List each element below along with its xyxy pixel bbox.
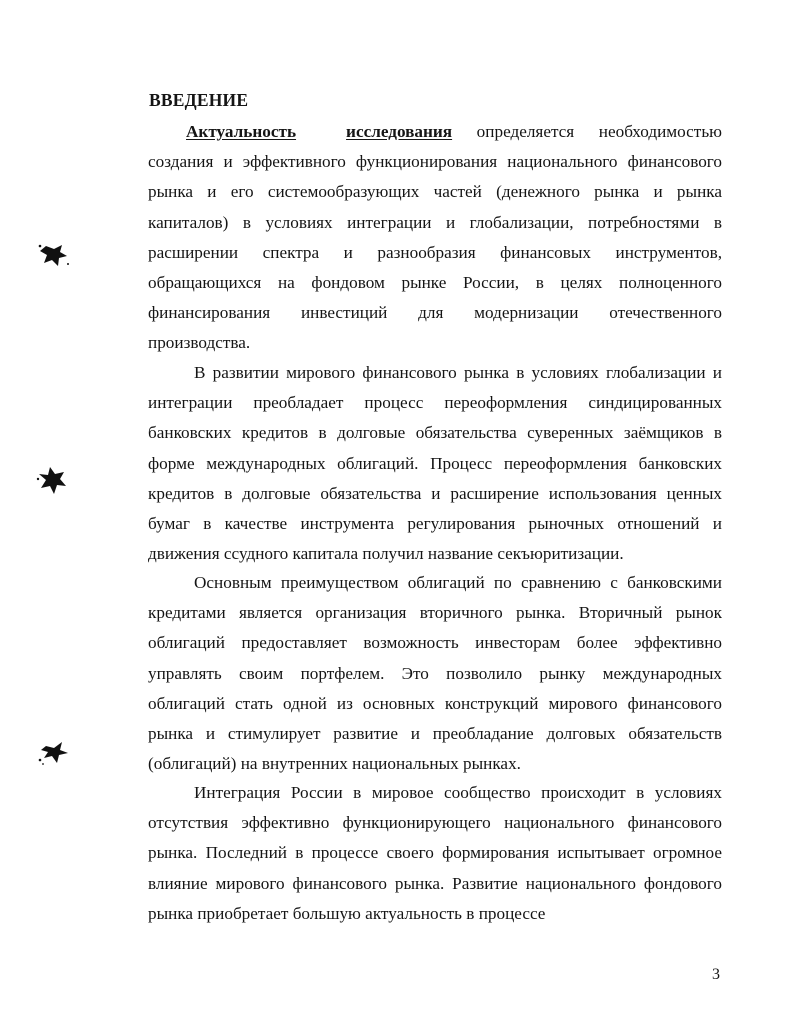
paragraph-text: определяется необходимостью создания и эффективного функционирования национального финансового рынка и его системообразующих частей (денежного рынка и рынка капиталов) в условиях интеграции и глобализации, потребностями в расширении спектра и разнообразия финансовых инструментов, обращающихся на фондовом рынке России, в целях полноценного финансирования инвестиций для модернизации отечественного производства.: [148, 122, 722, 353]
paragraph-global-market: В развитии мирового финансового рынка в условиях глобализации и интеграции преобладает процесс переоформления синдицированных банковских кредитов в долговые обязательства суверенных заёмщиков в форме международных облигаций. Процесс переоформления банковских кредитов в долговые обязательства и расширение использования ценных бумаг в качестве инструмента регулирования рыночных отношений и движения ссудного капитала получил название секъюритизации.: [148, 363, 722, 564]
ink-blot-icon: [36, 240, 72, 270]
ink-blot-icon: [38, 738, 72, 768]
ink-blot-icon: [36, 464, 72, 498]
keyword-research: исследования: [346, 122, 453, 141]
paragraph-bond-advantage: Основным преимуществом облигаций по сравнению с банковскими кредитами является организация вторичного рынка. Вторичный рынок облигаций предоставляет возможность инвесторам более эффективно управлять своим портфелем. Это позволило рынку международных облигаций стать одной из основных конструкций мирового финансового рынка и стимулирует развитие и преобладание долговых обязательств (облигаций) на внутренних национальных рынках.: [148, 573, 722, 774]
keyword-relevance: Актуальность: [186, 122, 297, 141]
page-number: 3: [712, 966, 720, 983]
section-heading: ВВЕДЕНИЕ: [149, 90, 249, 110]
paragraph-relevance: [148, 117, 722, 359]
paragraph-russia-integration: Интеграция России в мировое сообщество происходит в условиях отсутствия эффективно функционирующего национального финансового рынка. Последний в процессе своего формирования испытывает огромное влияние мирового финансового рынка. Развитие национального фондового рынка приобретает большую актуальность в процессе: [148, 783, 722, 923]
